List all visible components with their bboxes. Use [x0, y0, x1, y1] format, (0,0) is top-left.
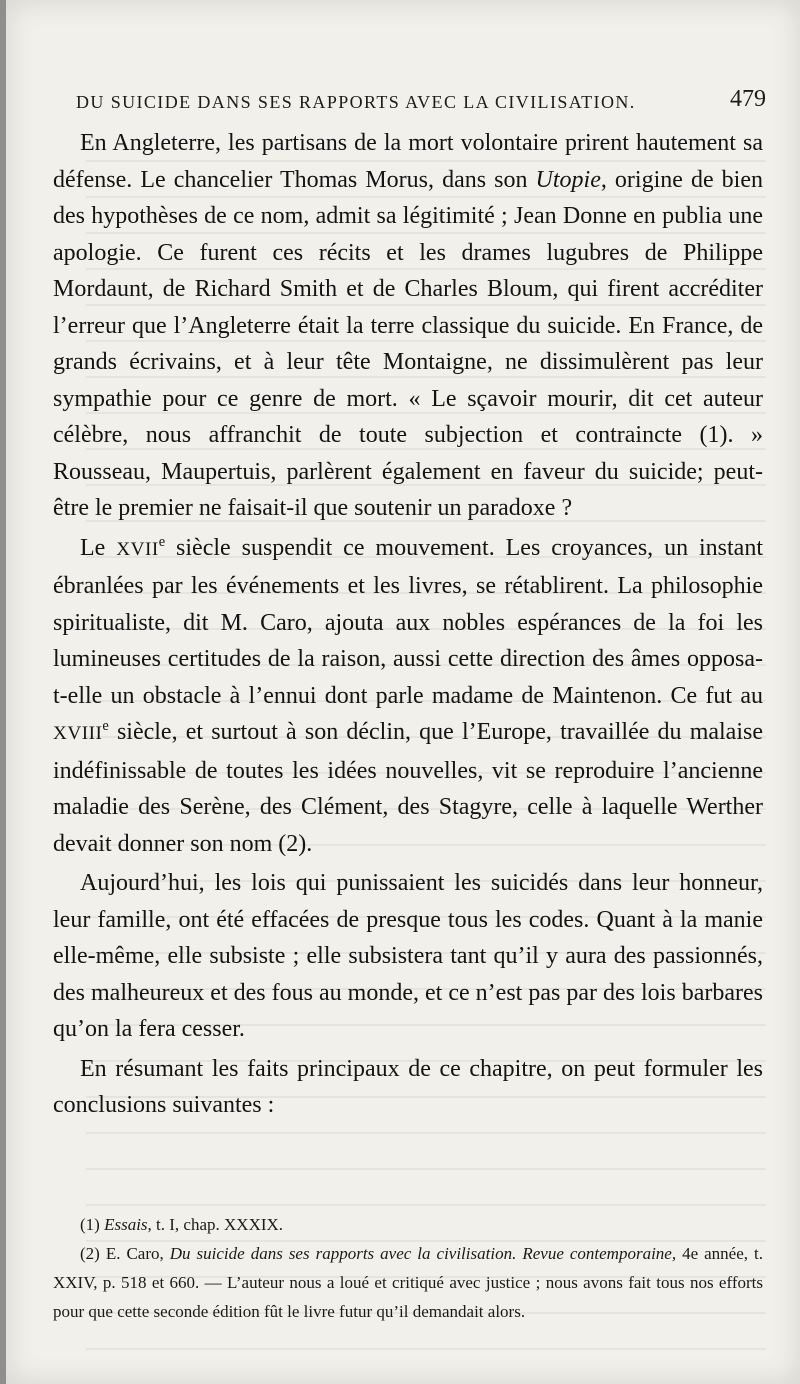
footnote-1-marker: (1)	[80, 1215, 105, 1234]
paragraph-1-text-c: , origine de bien des hypothèses de ce nom, admit sa légitimité ; Jean Donne en publia une apologie. Ce furent ces récits et les drames lugubres de Philippe Mordaunt, de Richard Smith et de Charles Bloum, qui firent accréditer l’erreur que l’Angleterre était la terre classique du suicide. En France, de grands écrivains, et à leur tête Montaigne, ne dissimulèrent pas leur sympathie pour ce genre de mort. « Le sçavoir mourir, dit cet auteur célèbre, nous affranchit de toute subjection et contraincte (1). » Rousseau, Maupertuis, parlèrent également en faveur du suicide; peut-être le premier ne faisait-il que soutenir un paradoxe ?	[53, 166, 763, 521]
paragraph-1-text-a: En Angleterre, les partisans de la mort volontaire prirent hautement sa défense. Le chancelier Thomas Morus, dans son	[53, 130, 763, 193]
paragraph-1	[53, 125, 763, 527]
paragraph-2-text-d: siècle suspendit ce mouvement. Les croyances, un instant ébranlées par les événements et les livres, se rétablirent. La philosophie spiritualiste, dit M. Caro, ajouta aux nobles espérances de la foi les lumineuses certitudes de la raison, aussi cette direction des âmes opposa-t-elle un obstacle à l’ennui dont parle madame de Maintenon. Ce fut au	[53, 534, 763, 709]
century-xviii: XVIII	[53, 723, 103, 744]
paragraph-3: Aujourd’hui, les lois qui punissaient les suicidés dans leur honneur, leur famille, ont été effacées de presque tous les codes. Quant à la manie elle-même, elle subsiste ; elle subsistera tant qu’il y aura des passionnés, des malheureux et des fous au monde, et ce n’est pas par des lois barbares qu’on la fera cesser.	[53, 870, 763, 1042]
footnote-2-marker: (2) E. Caro,	[80, 1244, 170, 1263]
page-number: 479	[730, 86, 766, 112]
century-xviii-sup: e	[102, 718, 109, 734]
book-page	[6, 0, 800, 1384]
footnote-2-title: Du suicide dans ses rapports avec la civilisation.	[169, 1244, 517, 1263]
footnote-1	[53, 1210, 763, 1239]
running-title: DU SUICIDE DANS SES RAPPORTS AVEC LA CIVILISATION.	[76, 92, 636, 112]
footnote-2	[53, 1239, 763, 1326]
paragraph-2-text-g: siècle, et surtout à son déclin, que l’Europe, travaillée du malaise indéfinissable de toutes les idées nouvelles, vit se reproduire l’ancienne maladie des Serène, des Clément, des Stagyre, celle à laquelle Werther devait donner son nom (2).	[53, 719, 763, 857]
page-header	[76, 86, 766, 116]
century-xvii-sup: e	[158, 533, 166, 550]
footnotes	[53, 1210, 763, 1326]
paragraph-2	[53, 530, 763, 863]
utopie-title: Utopie	[535, 166, 601, 193]
paragraph-2-text-a: Le	[80, 534, 117, 561]
footnote-2-journal: Revue contemporaine,	[522, 1244, 677, 1263]
body-text	[53, 125, 763, 1124]
footnote-1-rest: , t. I, chap. XXXIX.	[147, 1215, 284, 1234]
footnote-1-title: Essais	[104, 1215, 148, 1234]
paragraph-4: En résumant les faits principaux de ce chapitre, on peut formuler les conclusions suivantes :	[53, 1055, 763, 1118]
century-xvii: XVII	[116, 538, 159, 560]
footnote-2-rest: 4e année, t. XXIV, p. 518 et 660. — L’auteur nous a loué et critiqué avec justice ; nous avons fait tous nos efforts pour que cette seconde édition fût le livre futur qu’il demandait alors.	[53, 1244, 764, 1321]
